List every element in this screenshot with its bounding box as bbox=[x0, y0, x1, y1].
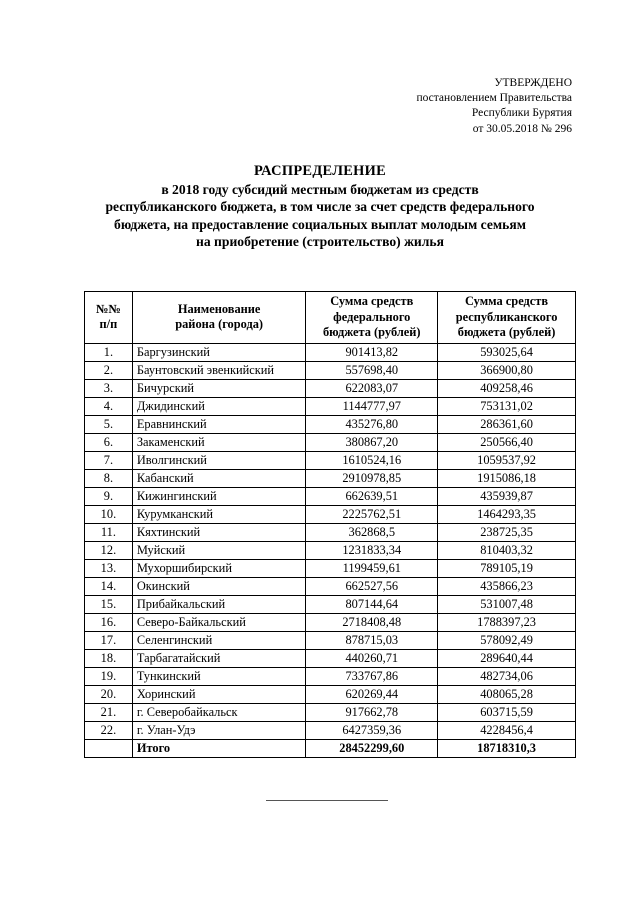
table-row bbox=[85, 685, 576, 703]
title-line: бюджета, на предоставление социальных выплат молодым семьям bbox=[114, 216, 526, 232]
republican-amount: 435866,23 bbox=[438, 577, 576, 595]
header-federal: Сумма средств федерального бюджета (рублей) bbox=[306, 292, 438, 344]
federal-amount: 662527,56 bbox=[306, 577, 438, 595]
row-number: 1. bbox=[85, 343, 133, 361]
federal-amount: 2225762,51 bbox=[306, 505, 438, 523]
table-row bbox=[85, 487, 576, 505]
republican-amount: 435939,87 bbox=[438, 487, 576, 505]
republican-amount: 531007,48 bbox=[438, 595, 576, 613]
district-name: Кяхтинский bbox=[132, 523, 306, 541]
district-name: Бичурский bbox=[132, 379, 306, 397]
federal-amount: 380867,20 bbox=[306, 433, 438, 451]
district-name: Северо-Байкальский bbox=[132, 613, 306, 631]
district-name: Закаменский bbox=[132, 433, 306, 451]
row-number: 21. bbox=[85, 703, 133, 721]
header-number: №№ п/п bbox=[85, 292, 133, 344]
total-label: Итого bbox=[132, 739, 306, 757]
title-line: на приобретение (строительство) жилья bbox=[196, 234, 444, 250]
table-row bbox=[85, 343, 576, 361]
federal-amount: 878715,03 bbox=[306, 631, 438, 649]
approval-line: УТВЕРЖДЕНО bbox=[494, 77, 572, 89]
federal-amount: 662639,51 bbox=[306, 487, 438, 505]
table-row bbox=[85, 541, 576, 559]
federal-amount: 1231833,34 bbox=[306, 541, 438, 559]
federal-amount: 440260,71 bbox=[306, 649, 438, 667]
table-row bbox=[85, 721, 576, 739]
district-name: Курумканский bbox=[132, 505, 306, 523]
row-number: 8. bbox=[85, 469, 133, 487]
table-row bbox=[85, 433, 576, 451]
republican-amount: 250566,40 bbox=[438, 433, 576, 451]
table-row bbox=[85, 451, 576, 469]
approval-stamp bbox=[416, 76, 572, 137]
title-line: республиканского бюджета, в том числе за счет средств федерального bbox=[105, 199, 535, 215]
republican-amount: 789105,19 bbox=[438, 559, 576, 577]
district-name: Тарбагатайский bbox=[132, 649, 306, 667]
federal-amount: 622083,07 bbox=[306, 379, 438, 397]
republican-amount: 753131,02 bbox=[438, 397, 576, 415]
title-heading: РАСПРЕДЕЛЕНИЕ bbox=[253, 163, 387, 179]
table-row bbox=[85, 469, 576, 487]
row-number: 4. bbox=[85, 397, 133, 415]
republican-amount: 289640,44 bbox=[438, 649, 576, 667]
district-name: Баргузинский bbox=[132, 343, 306, 361]
row-number: 7. bbox=[85, 451, 133, 469]
row-number: 11. bbox=[85, 523, 133, 541]
district-name: Еравнинский bbox=[132, 415, 306, 433]
district-name: Кижингинский bbox=[132, 487, 306, 505]
row-number: 14. bbox=[85, 577, 133, 595]
table-row bbox=[85, 379, 576, 397]
row-number: 20. bbox=[85, 685, 133, 703]
table-row bbox=[85, 577, 576, 595]
district-name: Селенгинский bbox=[132, 631, 306, 649]
total-empty bbox=[85, 739, 133, 757]
table-row bbox=[85, 649, 576, 667]
republican-amount: 1915086,18 bbox=[438, 469, 576, 487]
approval-line: Республики Бурятия bbox=[471, 107, 572, 120]
table-row bbox=[85, 667, 576, 685]
district-name: Окинский bbox=[132, 577, 306, 595]
federal-amount: 1199459,61 bbox=[306, 559, 438, 577]
row-number: 3. bbox=[85, 379, 133, 397]
district-name: Прибайкальский bbox=[132, 595, 306, 613]
republican-amount: 4228456,4 bbox=[438, 721, 576, 739]
approval-line: от 30.05.2018 № 296 bbox=[472, 122, 572, 135]
district-name: Кабанский bbox=[132, 469, 306, 487]
district-name: Баунтовский эвенкийский bbox=[132, 361, 306, 379]
table-row bbox=[85, 595, 576, 613]
table-row bbox=[85, 361, 576, 379]
republican-amount: 409258,46 bbox=[438, 379, 576, 397]
republican-amount: 1059537,92 bbox=[438, 451, 576, 469]
republican-amount: 366900,80 bbox=[438, 361, 576, 379]
republican-amount: 482734,06 bbox=[438, 667, 576, 685]
federal-amount: 2910978,85 bbox=[306, 469, 438, 487]
district-name: Мухоршибирский bbox=[132, 559, 306, 577]
federal-amount: 6427359,36 bbox=[306, 721, 438, 739]
header-republican: Сумма средств республиканского бюджета (рублей) bbox=[438, 292, 576, 344]
footer-separator bbox=[266, 800, 388, 801]
table-row bbox=[85, 631, 576, 649]
republican-amount: 1464293,35 bbox=[438, 505, 576, 523]
republican-amount: 810403,32 bbox=[438, 541, 576, 559]
title-line: в 2018 году субсидий местным бюджетам из средств bbox=[161, 181, 479, 197]
federal-amount: 807144,64 bbox=[306, 595, 438, 613]
table-row bbox=[85, 703, 576, 721]
table-row bbox=[85, 559, 576, 577]
row-number: 15. bbox=[85, 595, 133, 613]
republican-amount: 593025,64 bbox=[438, 343, 576, 361]
row-number: 5. bbox=[85, 415, 133, 433]
federal-amount: 901413,82 bbox=[306, 343, 438, 361]
row-number: 2. bbox=[85, 361, 133, 379]
federal-amount: 917662,78 bbox=[306, 703, 438, 721]
republican-amount: 1788397,23 bbox=[438, 613, 576, 631]
document-title bbox=[70, 163, 570, 251]
table-row bbox=[85, 505, 576, 523]
row-number: 13. bbox=[85, 559, 133, 577]
district-name: г. Северобайкальск bbox=[132, 703, 306, 721]
row-number: 6. bbox=[85, 433, 133, 451]
table-header-row bbox=[85, 292, 576, 344]
district-name: Хоринский bbox=[132, 685, 306, 703]
table-row bbox=[85, 397, 576, 415]
row-number: 9. bbox=[85, 487, 133, 505]
total-republican: 18718310,3 bbox=[438, 739, 576, 757]
header-district: Наименование района (города) bbox=[132, 292, 306, 344]
table-row bbox=[85, 415, 576, 433]
federal-amount: 1144777,97 bbox=[306, 397, 438, 415]
table-row bbox=[85, 613, 576, 631]
federal-amount: 362868,5 bbox=[306, 523, 438, 541]
total-row bbox=[85, 739, 576, 757]
row-number: 22. bbox=[85, 721, 133, 739]
district-name: Тункинский bbox=[132, 667, 306, 685]
republican-amount: 286361,60 bbox=[438, 415, 576, 433]
republican-amount: 603715,59 bbox=[438, 703, 576, 721]
distribution-table bbox=[84, 291, 576, 758]
district-name: г. Улан-Удэ bbox=[132, 721, 306, 739]
federal-amount: 2718408,48 bbox=[306, 613, 438, 631]
federal-amount: 435276,80 bbox=[306, 415, 438, 433]
row-number: 10. bbox=[85, 505, 133, 523]
table-row bbox=[85, 523, 576, 541]
federal-amount: 620269,44 bbox=[306, 685, 438, 703]
total-federal: 28452299,60 bbox=[306, 739, 438, 757]
approval-line: постановлением Правительства bbox=[416, 92, 572, 105]
row-number: 19. bbox=[85, 667, 133, 685]
row-number: 18. bbox=[85, 649, 133, 667]
district-name: Джидинский bbox=[132, 397, 306, 415]
republican-amount: 408065,28 bbox=[438, 685, 576, 703]
row-number: 12. bbox=[85, 541, 133, 559]
republican-amount: 578092,49 bbox=[438, 631, 576, 649]
row-number: 16. bbox=[85, 613, 133, 631]
district-name: Муйский bbox=[132, 541, 306, 559]
row-number: 17. bbox=[85, 631, 133, 649]
federal-amount: 1610524,16 bbox=[306, 451, 438, 469]
federal-amount: 733767,86 bbox=[306, 667, 438, 685]
federal-amount: 557698,40 bbox=[306, 361, 438, 379]
republican-amount: 238725,35 bbox=[438, 523, 576, 541]
district-name: Иволгинский bbox=[132, 451, 306, 469]
